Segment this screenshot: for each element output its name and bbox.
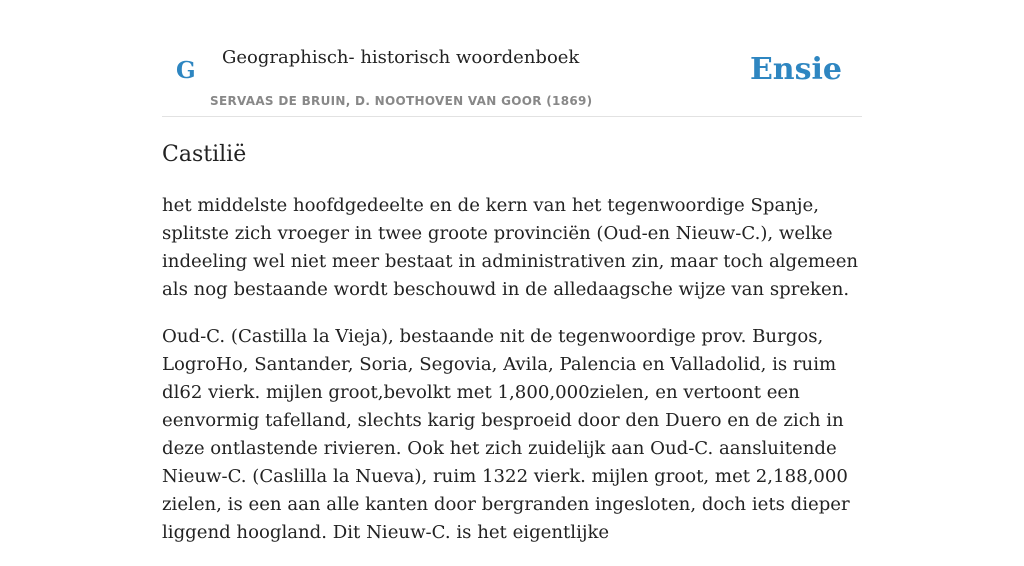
entry-content: [162, 192, 862, 566]
entry-paragraph: het middelste hoofdgedeelte en de kern van het tegenwoordige Spanje, splitste zich vroeger in twee groote provinciën (Oud-en Nieuw-C.), welke indeeling wel niet meer bestaat in administrativen zin, maar toch algemeen als nog bestaande wordt beschouwd in de alledaagsche wijze van spreken.: [162, 195, 859, 300]
entry-paragraph: Oud-C. (Castilla la Vieja), bestaande nit de tegenwoordige prov. Burgos, LogroHo, Santander, Soria, Segovia, Avila, Palencia en Valladolid, is ruim dl62 vierk. mijlen groot,bevolkt met 1,800,000zielen, en vertoont een eenvormig tafelland, slechts karig besproeid door den Duero en de zich in deze ontlastende rivieren. Ook het zich zuidelijk aan Oud-C. aansluitende Nieuw-C. (Caslilla la Nueva), ruim 1322 vierk. mijlen groot, met 2,188,000 zielen, is een aan alle kanten door bergranden ingesloten, doch iets dieper liggend hoogland. Dit Nieuw-C. is het eigentlijke: [162, 326, 850, 543]
brand-logo-link[interactable]: Ensie: [749, 52, 842, 87]
book-authors: SERVAAS DE BRUIN, D. NOOTHOVEN VAN GOOR (1869): [210, 94, 593, 108]
entry-title: Castilië: [162, 142, 247, 167]
book-title[interactable]: Geographisch- historisch woordenboek: [222, 47, 580, 68]
header: [162, 0, 862, 117]
book-letter-icon: G: [176, 57, 196, 84]
